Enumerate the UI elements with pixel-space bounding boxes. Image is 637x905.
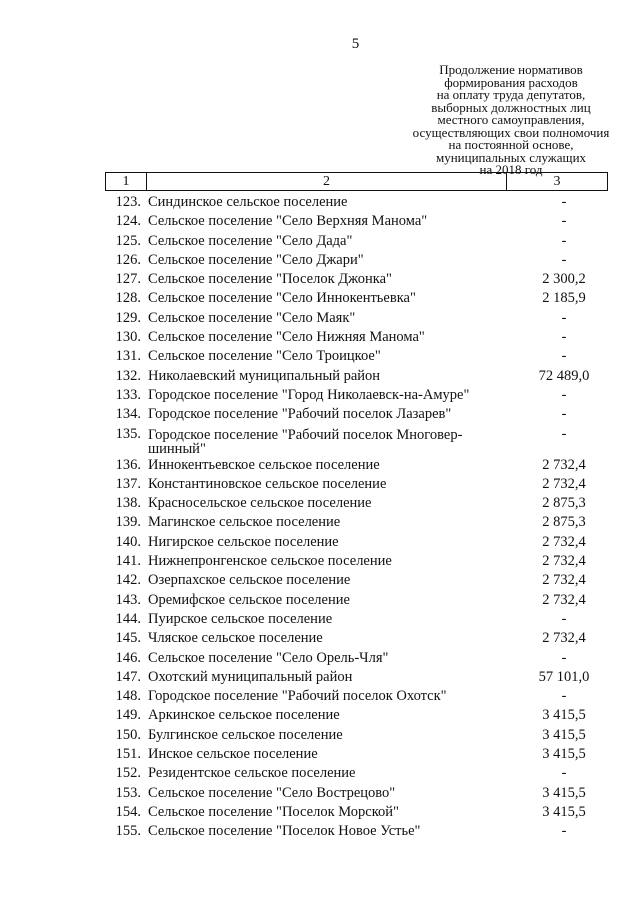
row-name: Константиновское сельское поселение: [148, 475, 387, 492]
table-row: [105, 212, 625, 231]
table-row: [105, 425, 625, 456]
row-number: 152.: [115, 765, 141, 782]
column-header-2: 2: [147, 173, 507, 190]
row-number: 138.: [115, 495, 141, 512]
row-value: 3 415,5: [542, 746, 586, 763]
row-name: Сельское поселение "Село Нижняя Манома": [148, 329, 425, 346]
row-number: 147.: [115, 668, 141, 685]
row-value: -: [561, 406, 567, 423]
row-value: -: [561, 348, 567, 365]
table-row: [105, 649, 625, 668]
row-name: Пуирское сельское поселение: [148, 610, 333, 627]
table-row: [105, 309, 625, 328]
header-note-line: муниципальных служащих: [435, 149, 587, 165]
row-name: Сельское поселение "Поселок Морской": [148, 803, 399, 820]
table-row: [105, 571, 625, 590]
row-name: Сельское поселение "Село Троицкое": [148, 348, 381, 365]
row-value: -: [561, 251, 567, 268]
row-name: Сельское поселение "Село Верхняя Манома": [148, 213, 428, 230]
row-value: 3 415,5: [542, 707, 586, 724]
row-name: Сельское поселение "Поселок Новое Устье": [148, 823, 421, 840]
row-name: Нижнепронгенское сельское поселение: [148, 553, 392, 570]
table-column-header: [105, 172, 608, 191]
row-value: -: [561, 823, 567, 840]
row-name: Инское сельское поселение: [148, 746, 318, 763]
row-number: 150.: [115, 726, 141, 743]
row-value: 2 732,4: [542, 553, 586, 570]
row-name: Сельское поселение "Поселок Джонка": [148, 271, 392, 288]
row-number: 130.: [115, 329, 141, 346]
row-number: 135.: [115, 425, 141, 442]
row-number: 140.: [115, 533, 141, 550]
row-value: -: [561, 610, 567, 627]
table-row: [105, 386, 625, 405]
row-value: 2 875,3: [542, 495, 586, 512]
row-number: 149.: [115, 707, 141, 724]
table-row: [105, 251, 625, 270]
row-number: 129.: [115, 309, 141, 326]
row-value: 2 875,3: [542, 514, 586, 531]
row-value: 2 300,2: [542, 271, 586, 288]
row-number: 148.: [115, 688, 141, 705]
table-row: [105, 764, 625, 783]
row-name: Нигирское сельское поселение: [148, 533, 339, 550]
table-row: [105, 784, 625, 803]
row-name: Охотский муниципальный район: [148, 668, 353, 685]
row-number: 131.: [115, 348, 141, 365]
table-row: [105, 270, 625, 289]
row-number: 154.: [115, 803, 141, 820]
row-number: 132.: [115, 367, 141, 384]
column-header-1: 1: [106, 173, 147, 190]
table-row: [105, 552, 625, 571]
row-value: 3 415,5: [542, 803, 586, 820]
row-name: Булгинское сельское поселение: [148, 726, 343, 743]
row-name: Городское поселение "Рабочий поселок Охотск": [148, 688, 447, 705]
table-body: [105, 193, 625, 842]
row-number: 153.: [115, 784, 141, 801]
row-value: 2 732,4: [542, 591, 586, 608]
row-number: 126.: [115, 251, 141, 268]
table-row: [105, 494, 625, 513]
row-number: 128.: [115, 290, 141, 307]
column-header-3: 3: [553, 174, 561, 189]
row-number: 141.: [115, 553, 141, 570]
row-name: Синдинское сельское поселение: [148, 194, 348, 210]
row-number: 124.: [115, 213, 141, 230]
row-value: 3 415,5: [542, 784, 586, 801]
row-value: -: [561, 194, 567, 210]
header-note-line: местного самоуправления,: [437, 112, 585, 127]
table-row: [105, 456, 625, 475]
header-note-line: на 2018 год: [479, 162, 543, 177]
row-name: Сельское поселение "Село Орель-Чля": [148, 649, 389, 666]
table-row: [105, 629, 625, 648]
row-number: 137.: [115, 475, 141, 492]
header-note-line: на оплату труда депутатов,: [436, 87, 586, 102]
table-row: [105, 610, 625, 629]
table-row: [105, 475, 625, 494]
table-row: [105, 193, 625, 212]
row-name: Озерпахское сельское поселение: [148, 572, 351, 589]
row-value: -: [561, 425, 567, 442]
header-note: [398, 64, 624, 177]
table-row: [105, 289, 625, 308]
row-value: -: [561, 688, 567, 705]
header-note-line: выборных должностных лиц: [431, 99, 591, 115]
table-row: [105, 745, 625, 764]
row-value: -: [561, 329, 567, 346]
row-name: Сельское поселение "Село Маяк": [148, 309, 356, 326]
table-row: [105, 405, 625, 424]
row-number: 142.: [115, 572, 141, 589]
row-value: 57 101,0: [538, 668, 590, 685]
table-row: [105, 803, 625, 822]
page-number: 5: [351, 36, 360, 52]
table-row: [105, 232, 625, 251]
header-note-line: Продолжение нормативов: [439, 62, 583, 77]
row-value: 2 732,4: [542, 533, 586, 550]
row-number: 127.: [115, 271, 141, 288]
table-row: [105, 668, 625, 687]
row-name: Сельское поселение "Село Вострецово": [148, 784, 396, 801]
row-name: Чляское сельское поселение: [148, 630, 323, 647]
row-name: Городское поселение "Рабочий поселок Многовер- шинный": [148, 426, 463, 457]
row-number: 133.: [115, 386, 141, 403]
row-value: -: [561, 649, 567, 666]
row-number: 155.: [115, 823, 141, 840]
row-number: 151.: [115, 746, 141, 763]
table-row: [105, 726, 625, 745]
row-number: 144.: [115, 610, 141, 627]
row-name: Иннокентьевское сельское поселение: [148, 456, 380, 473]
row-number: 143.: [115, 591, 141, 608]
table-row: [105, 533, 625, 552]
table-row: [105, 328, 625, 347]
row-value: 2 732,4: [542, 456, 586, 473]
row-name: Магинское сельское поселение: [148, 514, 341, 531]
row-value: -: [561, 232, 567, 249]
row-value: -: [561, 765, 567, 782]
row-name: Николаевский муниципальный район: [148, 367, 381, 384]
row-value: 2 732,4: [542, 572, 586, 589]
row-name: Аркинское сельское поселение: [148, 707, 340, 724]
row-name: Резидентское сельское поселение: [148, 765, 356, 782]
row-number: 125.: [115, 232, 141, 249]
row-number: 145.: [115, 630, 141, 647]
row-value: 72 489,0: [538, 367, 590, 384]
row-value: -: [561, 309, 567, 326]
row-name: Оремифское сельское поселение: [148, 591, 350, 608]
table-row: [105, 513, 625, 532]
row-value: 2 732,4: [542, 475, 586, 492]
row-value: 3 415,5: [542, 726, 586, 743]
header-note-line: на постоянной основе,: [448, 137, 574, 152]
row-name: Городское поселение "Рабочий поселок Лазарев": [148, 406, 452, 423]
row-name: Сельское поселение "Село Иннокентьевка": [148, 290, 416, 307]
table-row: [105, 687, 625, 706]
header-note-line: осуществляющих свои полномочия: [412, 124, 610, 140]
row-name: Сельское поселение "Село Джари": [148, 251, 364, 268]
table-row: [105, 591, 625, 610]
row-name: Красносельское сельское поселение: [148, 495, 372, 512]
table-row: [105, 822, 625, 841]
row-number: 134.: [115, 406, 141, 423]
table-row: [105, 347, 625, 366]
row-name: Сельское поселение "Село Дада": [148, 232, 353, 249]
row-number: 123.: [115, 194, 141, 210]
row-value: -: [561, 386, 567, 403]
row-number: 139.: [115, 514, 141, 531]
row-number: 136.: [115, 456, 141, 473]
header-note-line: формирования расходов: [444, 74, 578, 90]
row-value: 2 732,4: [542, 630, 586, 647]
table-row: [105, 367, 625, 386]
row-value: -: [561, 213, 567, 230]
row-number: 146.: [115, 649, 141, 666]
table-row: [105, 706, 625, 725]
row-value: 2 185,9: [542, 290, 586, 307]
row-name: Городское поселение "Город Николаевск-на-Амуре": [148, 386, 470, 403]
